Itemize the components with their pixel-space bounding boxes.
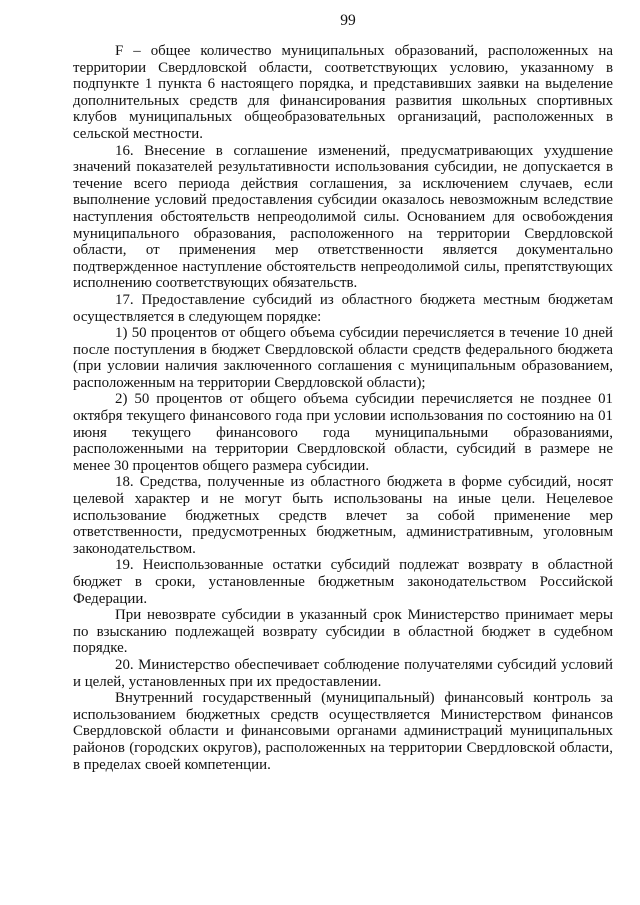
paragraph-17: 17. Предоставление субсидий из областного бюджета местным бюджетам осуществляется в следующем порядке: (73, 291, 613, 325)
paragraph-19: 19. Неиспользованные остатки субсидий подлежат возврату в областной бюджет в сроки, установленные бюджетным законодательством Российской Федерации. (73, 557, 613, 607)
paragraph-18: 18. Средства, полученные из областного бюджета в форме субсидий, носят целевой характер и не могут быть использованы на иные цели. Нецелевое использование бюджетных средств влечет за собой применение мер ответственности, предусмотренных бюджетным, административным, уголовным законодательством. (73, 474, 613, 557)
paragraph-19-return: При невозврате субсидии в указанный срок Министерство принимает меры по взысканию подлежащей возврату субсидии в областной бюджет в судебном порядке. (73, 607, 613, 657)
paragraph-f-definition: F – общее количество муниципальных образований, расположенных на территории Свердловской области, соответствующих условию, указанному в подпункте 1 пункта 6 настоящего порядка, и представивших заявки на выделение дополнительных средств для финансирования развития школьных спортивных клубов муниципальных общеобразовательных организаций, расположенных в сельской местности. (73, 43, 613, 142)
paragraph-16: 16. Внесение в соглашение изменений, предусматривающих ухудшение значений показателей результативности использования субсидии, не допускается в течение всего периода действия соглашения, за исключением случаев, если выполнение условий предоставления субсидии оказалось невозможным вследствие наступления обстоятельств непреодолимой силы. Основанием для освобождения муниципального образования, расположенного на территории Свердловской области, от применения мер ответственности является документально подтвержденное наступление обстоятельств непреодолимой силы, препятствующих исполнению соответствующих обязательств. (73, 142, 613, 292)
page-number: 99 (340, 12, 356, 29)
paragraph-20-control: Внутренний государственный (муниципальный) финансовый контроль за использованием бюджетных средств осуществляется Министерством финансов Свердловской области и финансовыми органами администраций муниципальных районов (городских округов), расположенных на территории Свердловской области, в пределах своей компетенции. (73, 690, 613, 773)
paragraph-17-item-1: 1) 50 процентов от общего объема субсидии перечисляется в течение 10 дней после поступления в бюджет Свердловской области средств федерального бюджета (при условии наличия заключенного соглашения с муниципальным образованием, расположенным на территории Свердловской области); (73, 325, 613, 391)
paragraph-17-item-2: 2) 50 процентов от общего объема субсидии перечисляется не позднее 01 октября текущего финансового года при условии использования по состоянию на 01 июня текущего финансового года муниципальными образованиями, расположенными на территории Свердловской области, субсидий в размере не менее 30 процентов общего размера субсидии. (73, 391, 613, 474)
paragraph-20: 20. Министерство обеспечивает соблюдение получателями субсидий условий и целей, установленных при их предоставлении. (73, 656, 613, 690)
